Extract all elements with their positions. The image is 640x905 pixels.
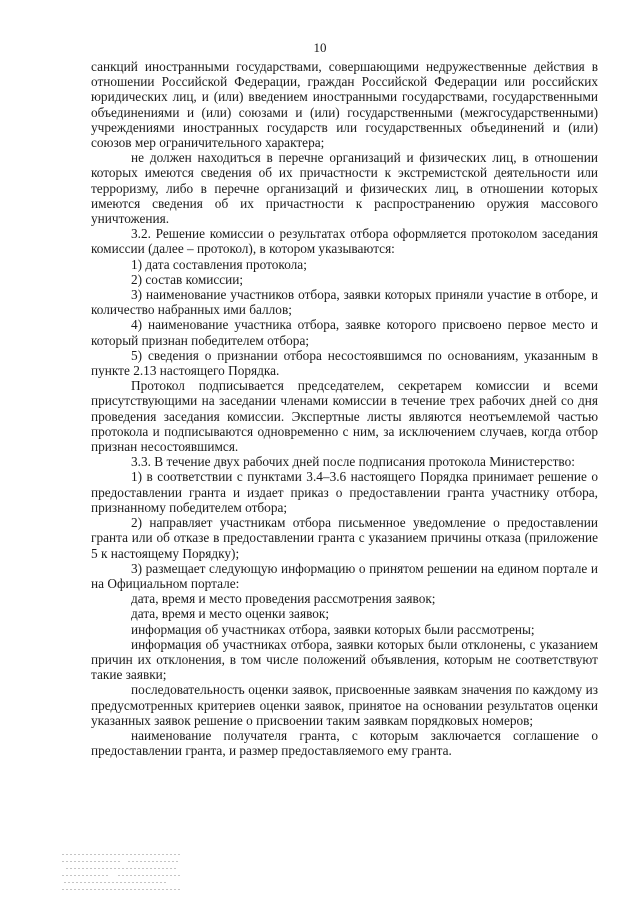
document-body — [91, 59, 598, 758]
list-item: 2) направляет участникам отбора письменное уведомление о предоставлении гранта или об отказе в предоставлении гранта с указанием причины отказа (приложение 5 к настоящему Порядку); — [91, 515, 598, 561]
list-item: 5) сведения о признании отбора несостоявшимся по основаниям, указанным в пункте 2.13 настоящего Порядка. — [91, 347, 598, 379]
list-item: 1) в соответствии с пунктами 3.4–3.6 настоящего Порядка принимает решение о предоставлении гранта и издает приказ о предоставлении гранта участнику отбора, признанному победителем отбора; — [91, 469, 598, 515]
faded-stamp — [62, 852, 180, 892]
list-item: 3) размещает следующую информацию о принятом решении на едином портале и на Официальном портале: — [91, 560, 598, 591]
page-number: 10 — [313, 40, 327, 55]
list-item: 2) состав комиссии; — [131, 271, 244, 287]
list-item: информация об участниках отбора, заявки которых были отклонены, с указанием причин их отклонения, в том числе положений объявления, которым не соответствуют такие заявки; — [91, 636, 598, 683]
list-item: дата, время и место оценки заявок; — [131, 606, 330, 622]
paragraph: Протокол подписывается председателем, секретарем комиссии и всеми присутствующими на заседании членами комиссии в течение трех рабочих дней со дня проведения заседания комиссии. Экспертные листы являются неотъемлемой частью протокола и подписываются одновременно с ним, за исключением случаев, когда отбор признан несостоявшимся. — [91, 378, 598, 455]
paragraph: 3.2. Решение комиссии о результатах отбора оформляется протоколом заседания комиссии (далее – протокол), в котором указываются: — [91, 226, 598, 257]
list-item: 4) наименование участника отбора, заявке которого присвоено первое место и который признан победителем отбора; — [91, 317, 598, 348]
paragraph: санкций иностранными государствами, совершающими недружественные действия в отношении Российской Федерации, граждан Российской Федерации или российских юридических лиц, и (или) введением иностранными государствами, государственными объединениями и (или) союзами и (или) государственными (межгосударственными) учреждениями иностранных государств или государственных объединений и (или) союзов мер ограничительного характера; — [91, 59, 598, 151]
list-item: наименование получателя гранта, с которым заключается соглашение о предоставлении гранта, и размер предоставляемого ему гранта. — [91, 727, 598, 759]
list-item: 1) дата составления протокола; — [131, 256, 307, 272]
list-item: информация об участниках отбора, заявки которых были рассмотрены; — [131, 621, 535, 637]
list-item: 3) наименование участников отбора, заявки которых приняли участие в отборе, и количество набранных ими баллов; — [91, 287, 598, 318]
list-item: дата, время и место проведения рассмотрения заявок; — [131, 591, 436, 607]
paragraph: 3.3. В течение двух рабочих дней после подписания протокола Министерство: — [131, 454, 575, 470]
list-item: последовательность оценки заявок, присвоенные заявкам значения по каждому из предусмотренных критериев оценки заявок, принятое на основании результатов оценки указанных заявок решение о присвоении таким заявкам порядковых номеров; — [91, 682, 598, 728]
paragraph: не должен находиться в перечне организаций и физических лиц, в отношении которых имеются сведения об их причастности к экстремистской деятельности или терроризму, либо в перечне организаций и физических лиц, в отношении которых имеются сведения об их причастности к распространению оружия массового уничтожения. — [91, 150, 598, 227]
